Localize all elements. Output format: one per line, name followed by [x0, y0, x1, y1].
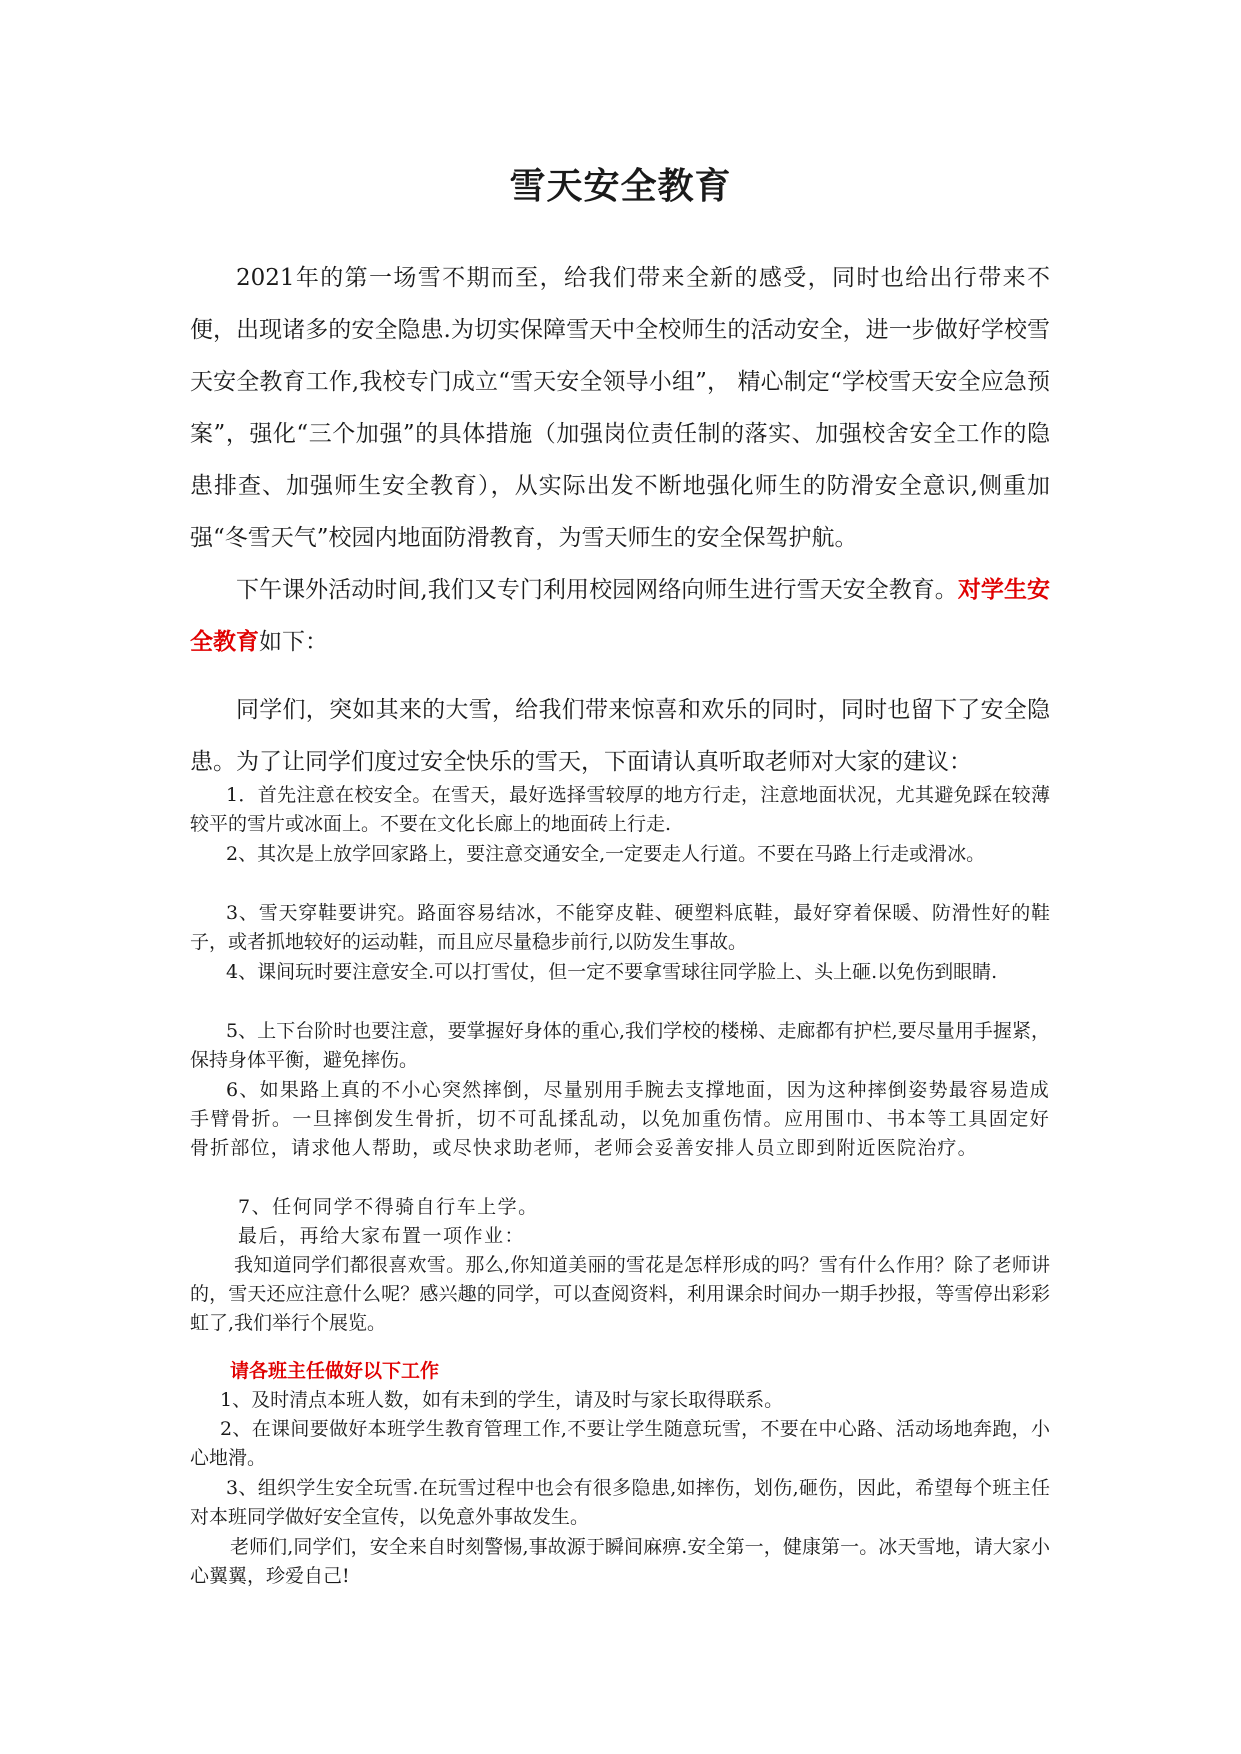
teacher-item-3: 3、组织学生安全玩雪.在玩雪过程中也会有很多隐患,如摔伤，划伤,砸伤，因此，希望每个班主任对本班同学做好安全宣传，以免意外事故发生。: [190, 1477, 1050, 1528]
closing-paragraph: 老师们,同学们，安全来自时刻警惕,事故源于瞬间麻痹.安全第一，健康第一。冰天雪地，请大家小心翼翼，珍爱自己!: [190, 1536, 1050, 1587]
student-item-7: 7、任何同学不得骑自行车上学。: [238, 1196, 539, 1218]
students-intro: 同学们，突如其来的大雪，给我们带来惊喜和欢乐的同时，同时也留下了安全隐患。为了让同学们度过安全快乐的雪天，下面请认真听取老师对大家的建议：: [190, 697, 1050, 775]
student-item-5: 5、上下台阶时也要注意，要掌握好身体的重心,我们学校的楼梯、走廊都有护栏,要尽量用手握紧，保持身体平衡，避免摔伤。: [190, 1020, 1050, 1071]
teacher-item-1: 1、及时清点本班人数，如有未到的学生，请及时与家长取得联系。: [220, 1389, 784, 1411]
intro-paragraph: 2021年的第一场雪不期而至，给我们带来全新的感受，同时也给出行带来不便，出现诸多的安全隐患.为切实保障雪天中全校师生的活动安全，进一步做好学校雪天安全教育工作,我校专门成立“雪天安全领导小组”， 精心制定“学校雪天安全应急预案”，强化“三个加强”的具体措施（加强岗位责任制的落实、加强校舍安全工作的隐患排查、加强师生安全教育），从实际出发不断地强化师生的防滑安全意识,侧重加强“冬雪天气”校园内地面防滑教育，为雪天师生的安全保驾护航。: [190, 265, 1050, 551]
afternoon-text: 下午课外活动时间,我们又专门利用校园网络向师生进行雪天安全教育。: [236, 577, 958, 603]
student-item-4: 4、课间玩时要注意安全.可以打雪仗，但一定不要拿雪球往同学脸上、头上砸.以免伤到眼睛.: [226, 961, 998, 983]
afternoon-highlight: 对学生安全教育: [190, 576, 1051, 655]
homework-text: 我知道同学们都很喜欢雪。那么,你知道美丽的雪花是怎样形成的吗？雪有什么作用？除了老师讲的，雪天还应注意什么呢？感兴趣的同学，可以查阅资料，利用课余时间办一期手抄报，等雪停出彩彩虹了,我们举行个展览。: [190, 1254, 1050, 1334]
teacher-item-2: 2、在课间要做好本班学生教育管理工作,不要让学生随意玩雪，不要在中心路、活动场地奔跑，小心地滑。: [190, 1418, 1050, 1469]
teacher-heading: [190, 1357, 1050, 1386]
homework-intro: 最后，再给大家布置一项作业：: [238, 1225, 526, 1247]
student-item-6: 6、如果路上真的不小心突然摔倒，尽量别用手腕去支撑地面，因为这种摔倒姿势最容易造成手臂骨折。一旦摔倒发生骨折，切不可乱揉乱动，以免加重伤情。应用围巾、书本等工具固定好骨折部位，请求他人帮助，或尽快求助老师，老师会妥善安排人员立即到附近医院治疗。: [190, 1079, 1050, 1159]
afternoon-after: 如下：: [259, 629, 328, 655]
afternoon-paragraph: [190, 564, 1050, 668]
teacher-heading-text: 请各班主任做好以下工作: [230, 1360, 440, 1382]
student-item-2: 2、其次是上放学回家路上，要注意交通安全,一定要走人行道。不要在马路上行走或滑冰。: [226, 843, 986, 865]
student-item-1: 1．首先注意在校安全。在雪天，最好选择雪较厚的地方行走，注意地面状况，尤其避免踩在较薄较平的雪片或冰面上。不要在文化长廊上的地面砖上行走.: [190, 784, 1050, 835]
student-item-3: 3、雪天穿鞋要讲究。路面容易结冰，不能穿皮鞋、硬塑料底鞋，最好穿着保暖、防滑性好的鞋子，或者抓地较好的运动鞋，而且应尽量稳步前行,以防发生事故。: [190, 902, 1050, 953]
document-title: 雪天安全教育: [509, 165, 732, 207]
